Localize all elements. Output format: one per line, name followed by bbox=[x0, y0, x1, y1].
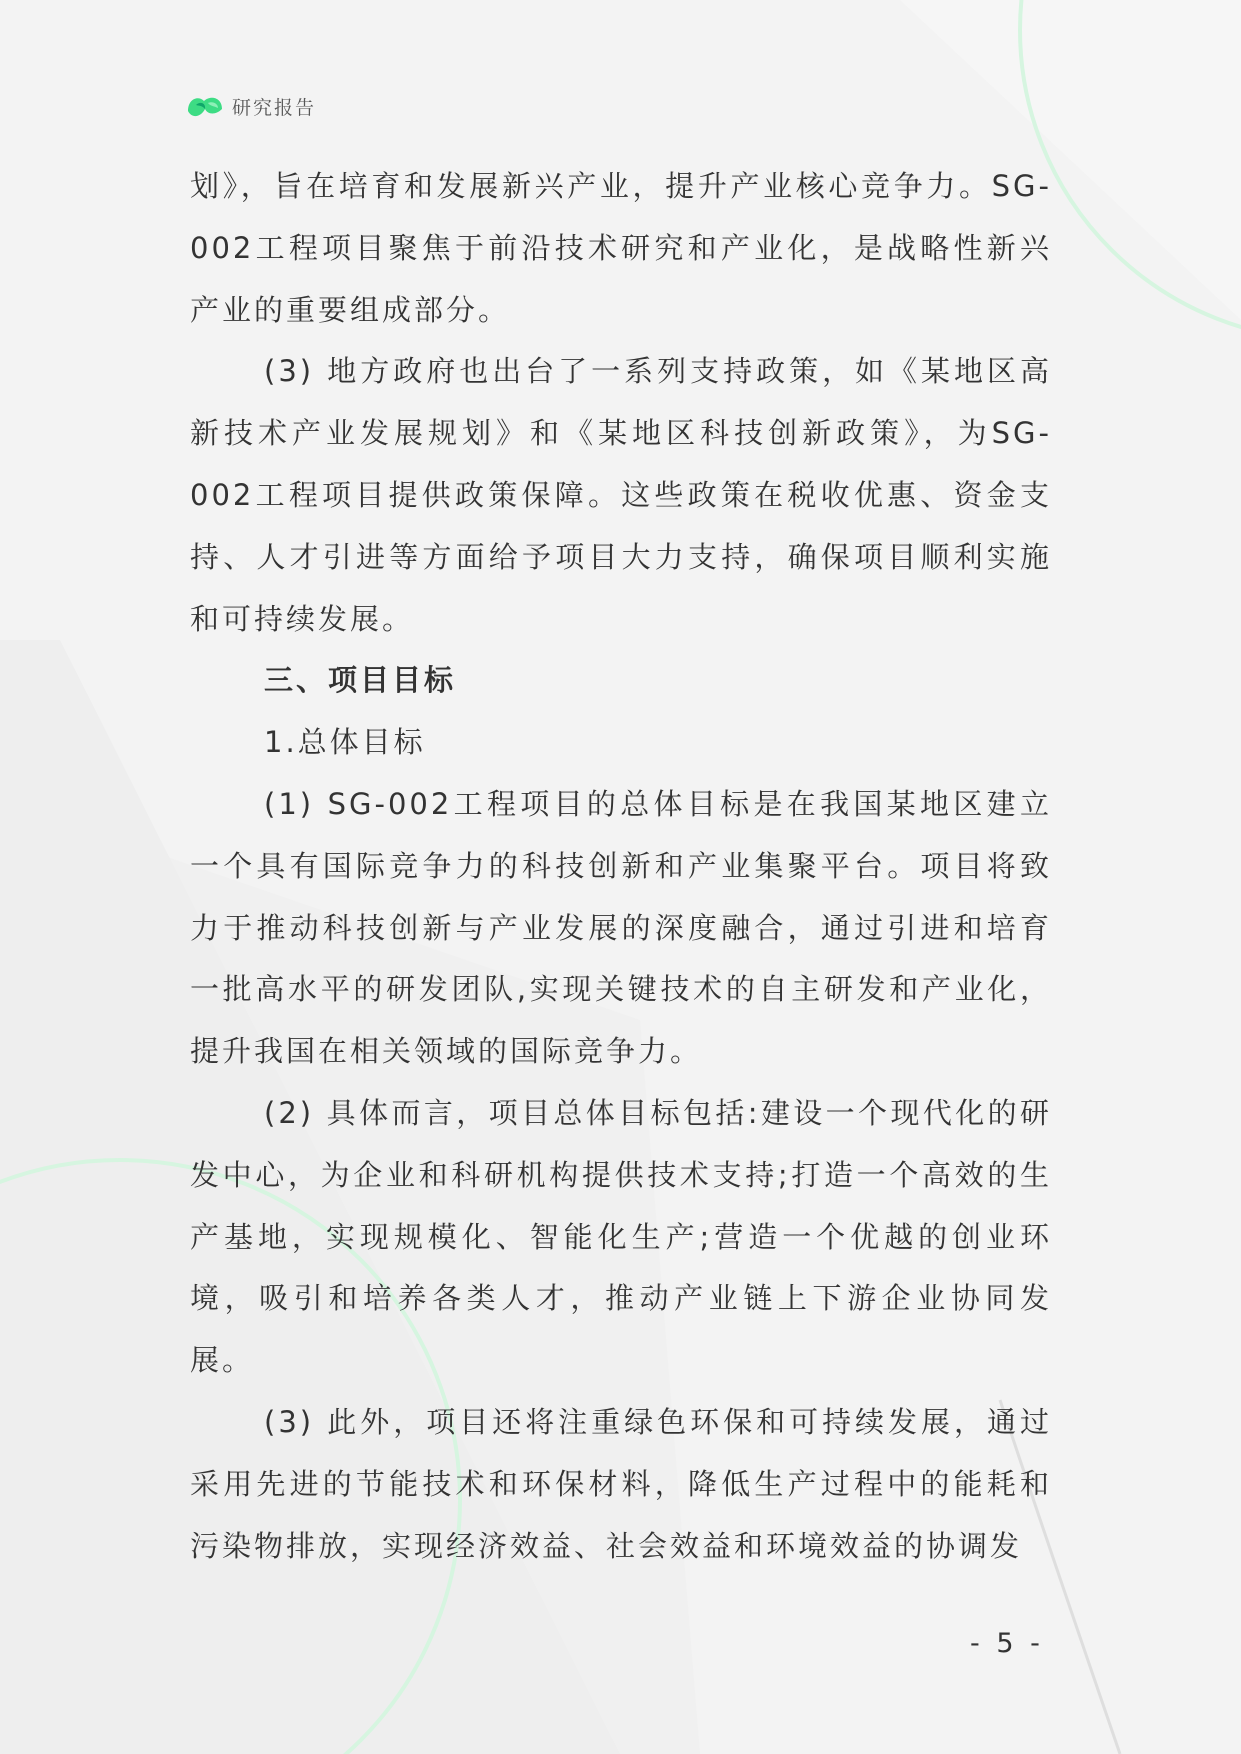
header-brand-label: 研究报告 bbox=[232, 96, 317, 119]
page-number: - 5 - bbox=[970, 1628, 1044, 1659]
section-heading: 三、项目目标 bbox=[264, 663, 457, 698]
report-header bbox=[186, 88, 316, 124]
report-body bbox=[190, 156, 1052, 1577]
green-leaf-logo-icon bbox=[186, 91, 224, 121]
paragraph-goal-2: (2) 具体而言，项目总体目标包括:建设一个现代化的研发中心，为企业和科研机构提供技术支持;打造一个高效的生产基地，实现规模化、智能化生产;营造一个优越的创业环境，吸引和培养各类人才，推动产业链上下游企业协同发展。 bbox=[190, 1095, 1052, 1378]
paragraph-continuation: 划》，旨在培育和发展新兴产业，提升产业核心竞争力。SG-002工程项目聚焦于前沿技术研究和产业化，是战略性新兴产业的重要组成部分。 bbox=[190, 169, 1052, 327]
paragraph-policy: (3) 地方政府也出台了一系列支持政策，如《某地区高新技术产业发展规划》和《某地区科技创新政策》，为SG-002工程项目提供政策保障。这些政策在税收优惠、资金支持、人才引进等方面给予项目大力支持，确保项目顺利实施和可持续发展。 bbox=[190, 354, 1052, 636]
subsection-heading: 1.总体目标 bbox=[264, 725, 426, 760]
paragraph-goal-3: (3) 此外，项目还将注重绿色环保和可持续发展，通过采用先进的节能技术和环保材料，降低生产过程中的能耗和污染物排放，实现经济效益、社会效益和环境效益的协调发 bbox=[190, 1404, 1052, 1563]
paragraph-goal-1: (1) SG-002工程项目的总体目标是在我国某地区建立一个具有国际竞争力的科技创新和产业集聚平台。项目将致力于推动科技创新与产业发展的深度融合，通过引进和培育一批高水平的研发团队,实现关键技术的自主研发和产业化，提升我国在相关领域的国际竞争力。 bbox=[190, 786, 1052, 1069]
